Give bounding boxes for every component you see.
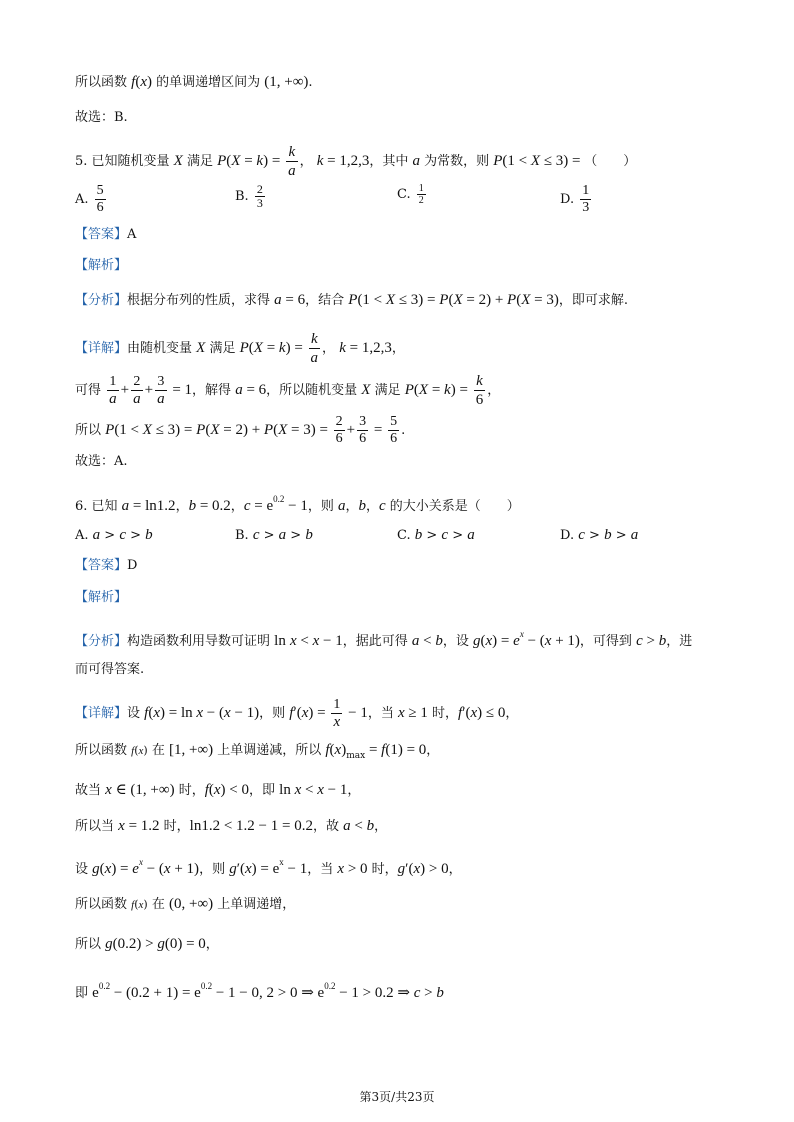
detail-tag: 【详解】 [75,706,128,721]
q5-option-d[interactable]: D. $\frac{1}{3}$ [560,183,590,215]
question-5-options [75,183,725,213]
q5-detail-2: 可得 $\frac{1}{a}$ + $\frac{2}{a}$ + $\frac{3}{a}$ = 1，解得 a = 6，所以随机变量 X 满足 P(X = k) = $\frac{k}{6}$ ， [75,373,501,408]
q6-detail-3: 故当 x ∈ (1, +∞) 时，f(x) < 0，即 ln x < x − 1， [75,782,361,798]
q6-detail-4: 所以当 x = 1.2 时，ln1.2 < 1.2 − 1 = 0.2，故 a < b， [75,818,388,834]
q6-answer [75,556,137,576]
answer-value: A [127,227,137,242]
q6-detail-7: 所以 g(0.2) > g(0) = 0， [75,936,219,952]
q6-option-c[interactable]: C. b > c > a [397,527,475,543]
text-line-choose-b: 故选：B. [75,110,128,125]
q5-detail-1: 【详解】由随机变量 X 满足 P(X = k) = $\frac{k}{a}$ ， k = 1,2,3， [75,331,405,366]
q6-fenxi-2: 而可得答案. [75,662,145,677]
q6-fenxi-1: 【分析】构造函数利用导数可证明 ln x < x − 1，据此可得 a < b，设 $g(x) = e^x - (x + 1)$，可得到 c > b，进 [75,629,693,649]
question-6-stem: 6. 已知 a = ln1.2，b = 0.2，$c = e^{0.2} - 1$，则 a，b，c 的大小关系是（ ） [75,494,520,514]
q6-detail-6: 所以函数 f(x) 在 (0, +∞) 上单调递增， [75,896,296,912]
q5-option-b[interactable]: B. $\frac{2}{3}$ [235,182,263,210]
question-6-options [75,525,725,547]
q6-detail-1: 【详解】设 f(x) = ln x − (x − 1)，则 f′(x) = $\frac{1}{x}$ − 1，当 x ≥ 1 时，f′(x) ≤ 0， [75,697,519,730]
q5-detail-3: 所以 P(1 < X ≤ 3) = P(X = 2) + P(X = 3) = $\frac{2}{6}$ + $\frac{3}{6}$ = $\frac{5}{6}$ . [75,414,406,446]
q6-option-a[interactable]: A. a > c > b [75,527,153,543]
answer-tag: 【答案】 [75,558,128,573]
q5-analysis-tag: 【解析】 [75,258,128,273]
q5-option-c[interactable]: C. $\frac{1}{2}$ [397,183,424,206]
q6-detail-2: 所以函数 f(x) 在 [1, +∞) 上单调递减，所以 $f(x)_{max} = f(1) = 0$， [75,742,440,761]
text-line-monotonic-interval: 所以函数 f(x) 的单调递增区间为 (1, +∞). [75,74,313,90]
q5-fenxi: 【分析】根据分布列的性质，求得 a = 6，结合 P(1 < X ≤ 3) = P(X = 2) + P(X = 3)，即可求解. [75,292,628,308]
q5-answer [75,225,136,245]
fenxi-tag: 【分析】 [75,634,128,649]
page-footer: 第3页/共23页 [359,1090,435,1104]
answer-value: D [127,558,138,573]
q6-option-d[interactable]: D. c > b > a [560,527,639,543]
q5-choose-a: 故选：A. [75,454,128,469]
question-5-stem: 5. 已知随机变量 X 满足 P(X = k) = $\frac{k}{a}$ ， k = 1,2,3，其中 a 为常数，则 P(1 < X ≤ 3) = （ ） [75,144,637,179]
q6-detail-5: 设 $g(x) = e^x - (x + 1)$，则 $g'(x) = e^x - 1$，当 x > 0 时，g′(x) > 0， [75,857,462,877]
q6-option-b[interactable]: B. c > a > b [235,527,313,543]
q6-analysis-tag: 【解析】 [75,590,128,605]
detail-tag: 【详解】 [75,341,128,356]
fenxi-tag: 【分析】 [75,293,128,308]
q6-detail-8: 即 $e^{0.2} - (0.2 + 1) = e^{0.2} - 1 - 0$, 2 > 0 ⇒ $e^{0.2} - 1 > 0.2$ ⇒ c > b [75,981,444,1001]
answer-tag: 【答案】 [75,227,128,242]
q5-option-a[interactable]: A. $\frac{5}{6}$ [75,183,104,215]
